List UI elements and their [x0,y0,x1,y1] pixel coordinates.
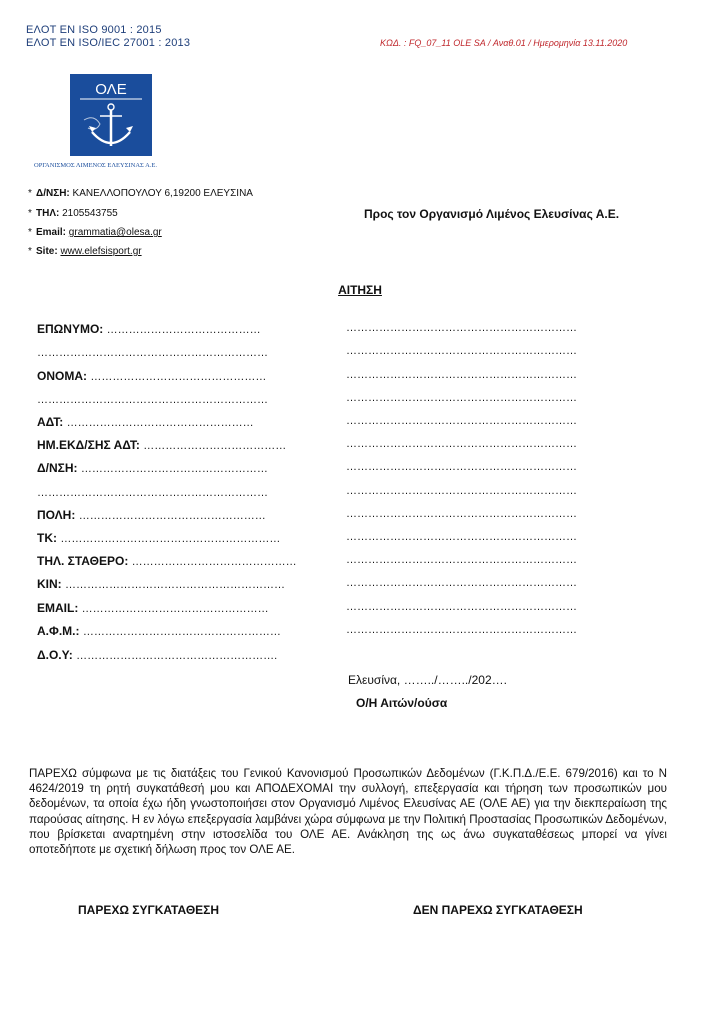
field-extra-dots[interactable]: ……………………………………………………… [346,508,577,520]
field-extra-dots[interactable]: ……………………………………………………… [346,577,577,589]
contact-phone: * ΤΗΛ: 2105543755 [28,208,118,219]
anchor-logo-icon [70,74,152,156]
field-dots[interactable]: …………………………………………………… [65,579,286,591]
field-dots[interactable]: …………………………………………… [66,417,254,429]
site-link[interactable]: www.elefsisport.gr [60,246,142,257]
signer-label: Ο/Η Αιτών/ούσα [356,696,448,710]
field-dots[interactable]: ……………………………………………………… [37,347,268,359]
email-link[interactable]: grammatia@olesa.gr [68,227,162,238]
email-label: Email: [36,227,67,238]
field-row: ΤΚ: …………………………………………………… [37,531,281,545]
anchor-icon [70,74,152,156]
field-row: EMAIL: …………………………………………… [37,601,269,615]
form-title: ΑΙΤΗΣΗ [338,283,382,297]
field-dots[interactable]: ……………………………………………………… [37,487,268,499]
consent-deny-option[interactable]: ΔΕΝ ΠΑΡΕΧΩ ΣΥΓΚΑΤΑΘΕΣΗ [413,903,583,917]
field-row [37,485,268,499]
cert-iso-27001: ΕΛΟΤ ΕΝ ISO/IEC 27001 : 2013 [26,37,191,49]
field-extra-dots[interactable]: ……………………………………………………… [346,554,577,566]
field-dots[interactable]: …………………………………………… [80,463,268,475]
field-extra-dots[interactable]: ……………………………………………………… [346,485,577,497]
phone-label: ΤΗΛ: [36,208,60,219]
phone-value: 2105543755 [62,208,118,219]
field-row: ΕΠΩΝΥΜΟ: …………………………………… [37,322,261,336]
field-row: ΗΜ.ΕΚΔ/ΣΗΣ ΑΔΤ: ………………………………… [37,438,287,452]
field-row: ΑΔΤ: …………………………………………… [37,415,254,429]
field-extra-dots[interactable]: ……………………………………………………… [346,438,577,450]
field-extra-dots[interactable]: ……………………………………………………… [346,624,577,636]
consent-paragraph: ΠΑΡΕΧΩ σύμφωνα με τις διατάξεις του Γενικού Κανονισμού Προσωπικών Δεδομένων (Γ.Κ.Π.Δ./Ε.Ε. 679/2016) και το Ν 4624/2019 τη ρητή συγκατάθεσή μου και ΑΠΟΔΕΧΟΜΑΙ την συλλογή, επεξεργασία και τήρηση των προσωπικών μου δεδομένων, τα οποία έχω ήδη γνωστοποιήσει στον Οργανισμό Λιμένος Ελευσίνας ΑΕ (ΟΛΕ ΑΕ) για την διεκπεραίωση της παρούσας αίτησης. Η εν λόγω επεξεργασία λαμβάνει χώρα σύμφωνα με την Πολιτική Προστασίας Προσωπικών Δεδομένων, που βρίσκεται αναρτημένη στην ιστοσελίδα του ΟΛΕ ΑΕ. Ανάκληση της ως άνω συγκαταθέσεως μπορεί να γίνει οποτεδήποτε με σχετική δήλωση προς τον ΟΛΕ ΑΕ. [29,767,667,857]
consent-give-option[interactable]: ΠΑΡΕΧΩ ΣΥΓΚΑΤΑΘΕΣΗ [78,903,220,917]
address-label: Δ/ΝΣΗ: [36,188,70,199]
field-row: Δ.Ο.Υ: ………………………………………………. [37,648,278,662]
field-row [37,345,268,359]
place-date[interactable]: Ελευσίνα, ……../……../202…. [348,673,507,687]
field-dots[interactable]: …………………………………… [106,324,261,336]
field-dots[interactable]: ………………………………………………. [76,650,278,662]
cert-iso-9001: ΕΛΟΤ ΕΝ ISO 9001 : 2015 [26,24,162,36]
field-row [37,392,268,406]
field-extra-dots[interactable]: ……………………………………………………… [346,345,577,357]
field-extra-dots[interactable]: ……………………………………………………… [346,322,577,334]
field-row: Α.Φ.Μ.: ……………………………………………… [37,624,281,638]
field-row: ΤΗΛ. ΣΤΑΘΕΡΟ: ……………………………………… [37,554,297,568]
field-extra-dots[interactable]: ……………………………………………………… [346,392,577,404]
field-dots[interactable]: …………………………………………… [78,510,266,522]
address-value: ΚΑΝΕΛΛΟΠΟΥΛΟΥ 6,19200 ΕΛΕΥΣΙΝΑ [72,188,253,199]
field-extra-dots[interactable]: ……………………………………………………… [346,415,577,427]
addressee: Προς τον Οργανισμό Λιμένος Ελευσίνας Α.Ε. [364,207,620,221]
field-extra-dots[interactable]: ……………………………………………………… [346,461,577,473]
contact-address: * Δ/ΝΣΗ: ΚΑΝΕΛΛΟΠΟΥΛΟΥ 6,19200 ΕΛΕΥΣΙΝΑ [28,188,253,199]
field-dots[interactable]: ……………………………………………………… [37,394,268,406]
field-dots[interactable]: …………………………………………………… [60,533,281,545]
field-dots[interactable]: ………………………………………… [90,371,267,383]
field-dots[interactable]: ……………………………………… [131,556,297,568]
field-row: ΚΙΝ: …………………………………………………… [37,577,286,591]
contact-email: * Email: grammatia@olesa.gr [28,227,162,238]
field-extra-dots[interactable]: ……………………………………………………… [346,369,577,381]
field-row: Δ/ΝΣΗ: …………………………………………… [37,461,268,475]
field-dots[interactable]: ……………………………………………… [82,626,281,638]
field-row: ΟΝΟΜΑ: ………………………………………… [37,369,267,383]
site-label: Site: [36,246,58,257]
organization-name: ΟΡΓΑΝΙΣΜΟΣ ΛΙΜΕΝΟΣ ΕΛΕΥΣΙΝΑΣ Α.Ε. [34,162,157,169]
field-row: ΠΟΛΗ: …………………………………………… [37,508,266,522]
document-code: ΚΩΔ. : FQ_07_11 OLE SA / Αναθ.01 / Ημερομηνία 13.11.2020 [380,38,628,48]
contact-site: * Site: www.elefsisport.gr [28,246,142,257]
field-dots[interactable]: ………………………………… [143,440,287,452]
field-extra-dots[interactable]: ……………………………………………………… [346,601,577,613]
field-dots[interactable]: …………………………………………… [81,603,269,615]
field-extra-dots[interactable]: ……………………………………………………… [346,531,577,543]
logo-word: ΟΛΕ [95,81,127,98]
